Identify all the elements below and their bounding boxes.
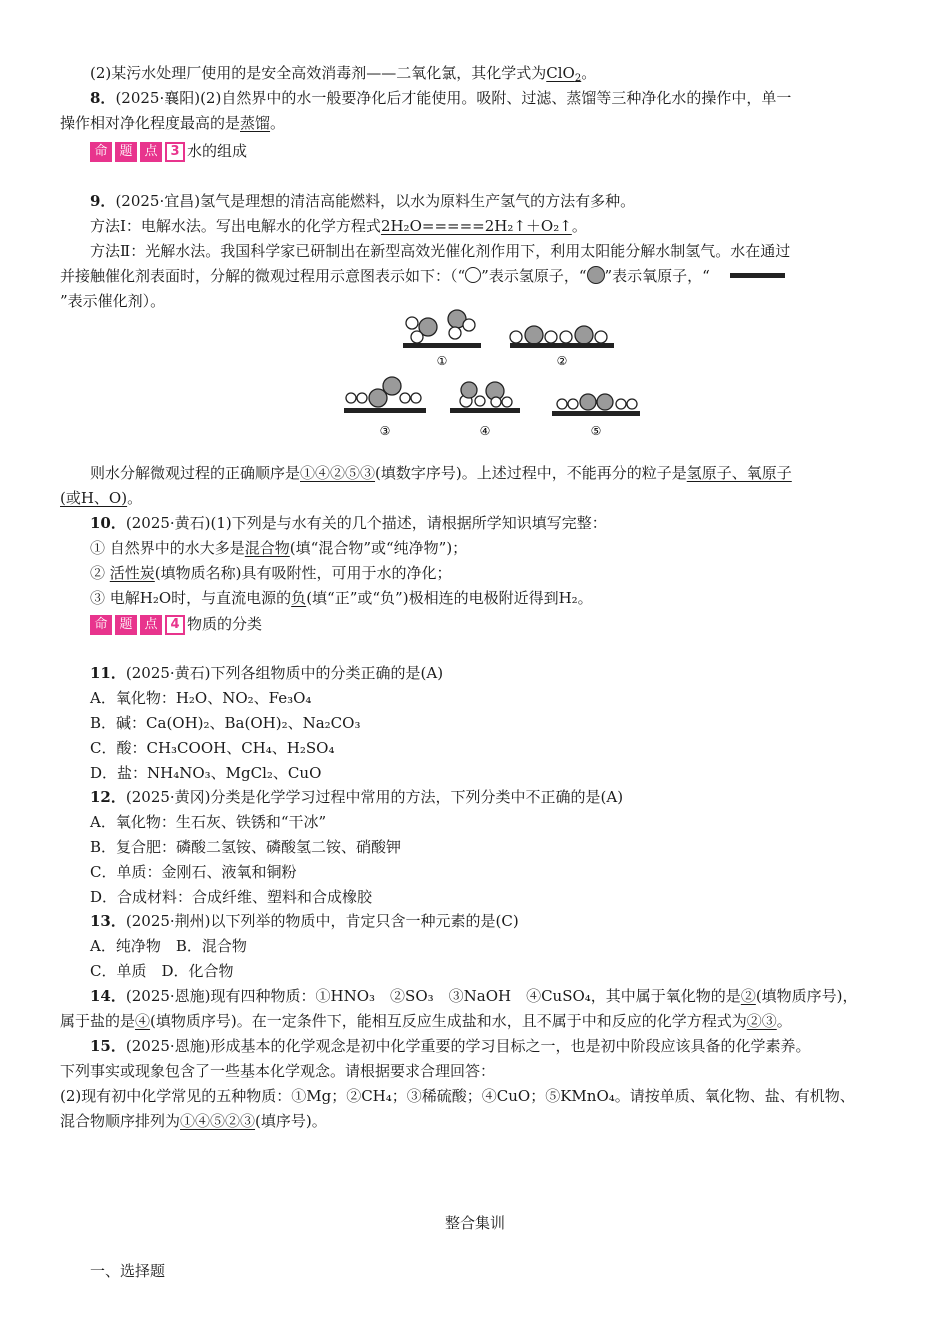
text: 则水分解微观过程的正确顺序是: [90, 464, 301, 482]
badge-char: 命: [90, 615, 112, 635]
q9-result-line2: [60, 487, 900, 509]
q10-item3: [90, 587, 930, 609]
q9-method1: [90, 215, 930, 237]
q12-option-a: A．氧化物：生石灰、铁锈和“干冰”: [90, 813, 327, 831]
text: ”表示氧原子，“: [604, 267, 710, 285]
question-number: 8．: [90, 89, 116, 107]
q12-option-c: C．单质：金刚石、液氧和铜粉: [90, 863, 297, 881]
text: (填物质序号)，: [755, 987, 858, 1005]
question-text: (2025·黄石)下列各组物质中的分类正确的是(A): [125, 664, 444, 682]
answer: ②③: [746, 1012, 777, 1030]
answer-text: ClO: [546, 64, 575, 82]
badge-char: 题: [115, 142, 137, 162]
text: ”表示氢原子，“: [481, 267, 587, 285]
q8-line2: [60, 112, 900, 134]
text: 方法Ⅰ：电解水法。写出电解水的化学方程式: [90, 217, 381, 235]
badge-char: 命: [90, 142, 112, 162]
answer: 蒸馏: [240, 114, 271, 132]
q12-option-d: D．合成材料：合成纤维、塑料和合成橡胶: [90, 888, 373, 906]
q13-options-ab: A．纯净物 B．混合物: [90, 937, 247, 955]
q11-option-c: C．酸：CH₃COOH、CH₄、H₂SO₄: [90, 739, 335, 757]
text: ②: [90, 564, 110, 582]
q9-method2: [90, 240, 930, 262]
q10-item2: [90, 562, 930, 584]
step-3: [344, 377, 426, 438]
q11-option-b: B．碱：Ca(OH)₂、Ba(OH)₂、Na₂CO₃: [90, 714, 361, 732]
section-title: 物质的分类: [187, 615, 263, 633]
badge-char: 点: [140, 142, 162, 162]
answer-clo2: ClO$_2$: [546, 64, 582, 84]
q14-line1: [90, 985, 930, 1007]
q11-stem: [90, 662, 930, 684]
text: 。: [270, 114, 286, 132]
text: ”表示催化剂）。: [60, 292, 166, 310]
question-text: (2025·宜昌)氢气是理想的清洁高能燃料，以水为原料生产氢气的方法有多种。: [115, 192, 636, 210]
text: 。: [571, 217, 587, 235]
oxygen-atom-icon: [587, 266, 605, 284]
section-badge: [90, 615, 185, 635]
question-number: 9．: [90, 192, 116, 210]
question-number: 13．: [90, 912, 126, 930]
q8-line1: [90, 87, 930, 109]
q13-stem: [90, 910, 930, 932]
q10-line1: [90, 512, 930, 534]
section-heading: 整合集训: [444, 1214, 505, 1232]
q15-line4: [60, 1110, 900, 1132]
section-3-header: [90, 140, 930, 162]
badge-number: 3: [165, 142, 185, 162]
text: (填“正”或“负”)极相连的电极附近得到H₂。: [306, 589, 593, 607]
answer: ①④②⑤③: [300, 464, 376, 482]
q14-line2: [60, 1010, 900, 1032]
q13-options-cd: C．单质 D．化合物: [90, 962, 234, 980]
q15-line2: 下列事实或现象包含了一些基本化学观念。请根据要求合理回答：: [60, 1062, 496, 1080]
q9-legend-line: [60, 265, 900, 287]
step-2: [510, 326, 614, 368]
answer: ②: [740, 987, 756, 1005]
question-number: 14．: [90, 987, 126, 1005]
section-badge: [90, 142, 185, 162]
text: (填物质序号)。在一定条件下，能相互反应生成盐和水，且不属于中和反应的化学方程式为: [150, 1012, 747, 1030]
text: ③ 电解H₂O时，与直流电源的: [90, 589, 292, 607]
answer-equation: 2H₂O=====2H₂↑＋O₂↑: [380, 217, 572, 235]
text: 并接触催化剂表面时，分解的微观过程用示意图表示如下：（“: [60, 267, 466, 285]
question-number: 12．: [90, 788, 126, 806]
text: 属于盐的是: [60, 1012, 136, 1030]
q9-result-line: [90, 462, 930, 484]
text: (填数字序号)。上述过程中，不能再分的粒子是: [375, 464, 687, 482]
badge-char: 题: [115, 615, 137, 635]
text: (填物质名称)具有吸附性，可用于水的净化；: [154, 564, 452, 582]
label-5: ⑤: [590, 424, 602, 438]
q11-option-d: D．盐：NH₄NO₃、MgCl₂、CuO: [90, 764, 322, 782]
catalyst-icon: [730, 273, 785, 278]
label-4: ④: [479, 424, 491, 438]
q10-item1: [90, 537, 930, 559]
q12-stem: [90, 786, 930, 808]
q12-option-b: B．复合肥：磷酸二氢铵、磷酸氢二铵、硝酸钾: [90, 838, 402, 856]
q11-option-a: A．氧化物：H₂O、NO₂、Fe₃O₄: [90, 689, 312, 707]
question-number: 15．: [90, 1037, 126, 1055]
text: 操作相对净化程度最高的是: [60, 114, 241, 132]
question-text: (2025·黄冈)分类是化学学习过程中常用的方法，下列分类中不正确的是(A): [125, 788, 624, 806]
badge-number: 4: [165, 615, 185, 635]
step-5: [552, 394, 640, 438]
answer: 负: [291, 589, 307, 607]
question-number: 11．: [90, 664, 126, 682]
label-2: ②: [556, 354, 568, 368]
subsection-title: 一、选择题: [90, 1262, 166, 1280]
q15-line1: [90, 1035, 930, 1057]
question-text: (2025·恩施)形成基本的化学观念是初中化学重要的学习目标之一，也是初中阶段应该具备的化学素养。: [125, 1037, 811, 1055]
answer: 氢原子、氧原子: [686, 464, 792, 482]
question-text: (2025·黄石)(1)下列是与水有关的几个描述，请根据所学知识填写完整：: [125, 514, 607, 532]
label-3: ③: [379, 424, 391, 438]
answer: 混合物: [244, 539, 290, 557]
text: 混合物顺序排列为: [60, 1112, 181, 1130]
question-text: (2025·恩施)现有四种物质：①HNO₃ ②SO₃ ③NaOH ④CuSO₄，其中属于氧化物的是: [125, 987, 741, 1005]
text: (2)某污水处理厂使用的是安全高效消毒剂——二氧化氯，其化学式为: [90, 64, 547, 82]
text: 。: [776, 1012, 792, 1030]
water-decomposition-diagram: [330, 305, 660, 445]
hydrogen-atom-icon: [465, 267, 481, 283]
answer: 活性炭: [109, 564, 155, 582]
q15-line3: (2)现有初中化学常见的五种物质：①Mg；②CH₄；③稀硫酸；④CuO；⑤KMnO₄。请按单质、氧化物、盐、有机物、: [60, 1087, 855, 1105]
text: (填“混合物”或“纯净物”)；: [289, 539, 468, 557]
section-4-header: [90, 613, 930, 635]
label-1: ①: [436, 354, 448, 368]
question-text: (2025·荆州)以下列举的物质中，肯定只含一种元素的是(C): [125, 912, 519, 930]
q7-part2-line: [90, 62, 930, 84]
text: 。: [127, 489, 143, 507]
badge-char: 点: [140, 615, 162, 635]
text: 。: [581, 64, 597, 82]
answer: ①④⑤②③: [180, 1112, 256, 1130]
section-title: 水的组成: [187, 142, 248, 160]
text: (填序号)。: [255, 1112, 327, 1130]
answer: (或H、O): [60, 489, 128, 507]
question-number: 10．: [90, 514, 126, 532]
question-text: (2025·襄阳)(2)自然界中的水一般要净化后才能使用。吸附、过滤、蒸馏等三种净化水的操作中，单一: [115, 89, 792, 107]
q9-line1: [90, 190, 930, 212]
text: ① 自然界中的水大多是: [90, 539, 245, 557]
answer: ④: [135, 1012, 151, 1030]
step-1: [403, 310, 481, 368]
step-4: [450, 382, 520, 438]
text: 方法Ⅱ：光解水法。我国科学家已研制出在新型高效光催化剂作用下，利用太阳能分解水制氢气。水在通过: [90, 242, 791, 260]
